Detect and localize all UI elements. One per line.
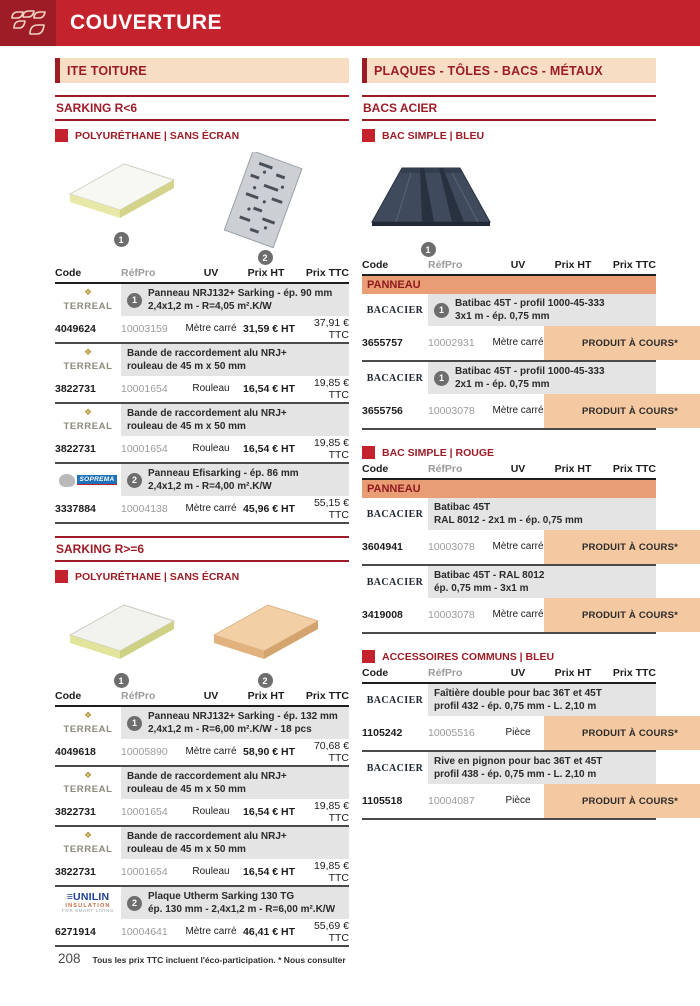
col-prix-ttc: Prix TTC bbox=[612, 259, 656, 271]
product-code: 3419008 bbox=[362, 609, 403, 621]
product-unit: Rouleau bbox=[192, 806, 230, 818]
brand-logo-terreal: ❖ TERREAL bbox=[63, 286, 113, 312]
category-band: PANNEAU bbox=[362, 276, 656, 294]
perforated-plate-image bbox=[215, 152, 315, 248]
product-images bbox=[362, 146, 656, 259]
section-title-sarking-r-lt6: SARKING R<6 bbox=[55, 95, 349, 121]
price-ht: 16,54 € HT bbox=[243, 443, 295, 455]
col-code: Code bbox=[55, 267, 82, 279]
brand-logo-soprema: SOPREMA bbox=[55, 464, 121, 496]
product-badge: 2 bbox=[127, 896, 142, 911]
image-badge-2: 2 bbox=[258, 673, 273, 688]
right-column bbox=[362, 58, 679, 947]
brand-logo-terreal: ❖ TERREAL bbox=[63, 709, 113, 735]
product-description: Batibac 45T - profil 1000-45-333 2x1 m - ép. 0,75 mm bbox=[455, 366, 605, 390]
section-title-bacs-acier: BACS ACIER bbox=[362, 95, 656, 121]
brand-logo-bacacier: BACACIER bbox=[366, 304, 424, 316]
price-ht: 16,54 € HT bbox=[243, 383, 295, 395]
product-description: Rive en pignon pour bac 36T et 45T profil 438 - ép. 0,75 mm - L. 2,10 m bbox=[434, 756, 603, 780]
product-refpro: 10001654 bbox=[121, 866, 168, 878]
image-badge-1: 1 bbox=[114, 673, 129, 688]
col-refpro: RéfPro bbox=[428, 259, 463, 271]
red-square-icon bbox=[362, 446, 375, 459]
col-code: Code bbox=[55, 690, 82, 702]
subsection-label-text: ACCESSOIRES COMMUNS | BLEU bbox=[382, 650, 555, 663]
roof-tiles-icon-svg bbox=[10, 9, 46, 37]
product-badge: 2 bbox=[127, 473, 142, 488]
product-unit: Mètre carré bbox=[492, 609, 544, 621]
product-code: 6271914 bbox=[55, 926, 96, 938]
brand-logo-bacacier: BACACIER bbox=[366, 372, 424, 384]
col-uv: UV bbox=[510, 463, 526, 475]
product-block bbox=[55, 284, 349, 344]
product-description: Panneau NRJ132+ Sarking - ép. 90 mm 2,4x1,2 m - R=4,05 m².K/W bbox=[148, 288, 333, 312]
product-image-1 bbox=[57, 593, 185, 688]
product-unit: Mètre carré bbox=[185, 746, 237, 758]
col-uv: UV bbox=[203, 267, 219, 279]
product-image-1 bbox=[364, 152, 492, 257]
subsection-label bbox=[362, 129, 656, 142]
product-refpro: 10004087 bbox=[428, 795, 475, 807]
product-code: 3655756 bbox=[362, 405, 403, 417]
subsection-label-text: POLYURÉTHANE | SANS ÉCRAN bbox=[75, 129, 240, 142]
product-refpro: 10002931 bbox=[428, 337, 475, 349]
col-prix-ht: Prix HT bbox=[247, 267, 285, 279]
price-ttc: 70,68 € TTC bbox=[313, 740, 349, 764]
left-banner bbox=[55, 58, 349, 83]
brand-logo-bacacier: BACACIER bbox=[366, 576, 424, 588]
col-prix-ttc: Prix TTC bbox=[305, 690, 349, 702]
red-square-icon bbox=[55, 129, 68, 142]
subsection-label-text: BAC SIMPLE | BLEU bbox=[382, 129, 485, 142]
product-refpro: 10001654 bbox=[121, 443, 168, 455]
price-ttc: 19,85 € TTC bbox=[313, 800, 349, 824]
terreal-leaf-icon: ❖ bbox=[83, 406, 93, 417]
product-refpro: 10005516 bbox=[428, 727, 475, 739]
red-square-icon bbox=[362, 650, 375, 663]
product-refpro: 10004138 bbox=[121, 503, 168, 515]
product-refpro: 10004641 bbox=[121, 926, 168, 938]
terreal-leaf-icon: ❖ bbox=[83, 769, 93, 780]
col-code: Code bbox=[362, 667, 389, 679]
product-image-2 bbox=[201, 152, 329, 265]
image-badge-2: 2 bbox=[258, 250, 273, 265]
page-header bbox=[0, 0, 700, 46]
price-ht: 16,54 € HT bbox=[243, 866, 295, 878]
red-square-icon bbox=[55, 570, 68, 583]
product-description: Bande de raccordement alu NRJ+ rouleau de 45 m x 50 mm bbox=[127, 771, 287, 795]
product-refpro: 10001654 bbox=[121, 383, 168, 395]
footer-note: Tous les prix TTC incluent l'éco-participation. * Nous consulter bbox=[92, 955, 346, 965]
price-on-request-cell: PRODUIT À COURS* bbox=[544, 598, 700, 632]
product-unit: Pièce bbox=[505, 795, 531, 807]
terreal-leaf-icon: ❖ bbox=[83, 829, 93, 840]
brand-logo-terreal: ❖ TERREAL bbox=[63, 346, 113, 372]
product-refpro: 10003078 bbox=[428, 405, 475, 417]
col-prix-ttc: Prix TTC bbox=[612, 667, 656, 679]
product-unit: Mètre carré bbox=[492, 337, 544, 349]
table-header bbox=[55, 690, 349, 707]
price-ttc: 55,69 € TTC bbox=[313, 920, 349, 944]
image-badge-1: 1 bbox=[421, 242, 436, 257]
product-unit: Rouleau bbox=[192, 383, 230, 395]
product-badge: 1 bbox=[434, 371, 449, 386]
price-on-request-cell: PRODUIT À COURS* bbox=[544, 530, 700, 564]
category-band: PANNEAU bbox=[362, 480, 656, 498]
red-square-icon bbox=[362, 129, 375, 142]
image-badge-1: 1 bbox=[114, 232, 129, 247]
left-column bbox=[55, 58, 349, 947]
table-header bbox=[55, 267, 349, 284]
table-header bbox=[362, 667, 656, 684]
product-code: 3822731 bbox=[55, 806, 96, 818]
price-ht: 31,59 € HT bbox=[243, 323, 295, 335]
price-on-request-cell: PRODUIT À COURS* bbox=[544, 394, 700, 428]
terreal-leaf-icon: ❖ bbox=[83, 346, 93, 357]
product-description: Batibac 45T - profil 1000-45-333 3x1 m - ép. 0,75 mm bbox=[455, 298, 605, 322]
product-description: Bande de raccordement alu NRJ+ rouleau de 45 m x 50 mm bbox=[127, 348, 287, 372]
product-unit: Mètre carré bbox=[185, 503, 237, 515]
product-description: Batibac 45T RAL 8012 - 2x1 m - ép. 0,75 mm bbox=[434, 502, 583, 526]
product-refpro: 10003078 bbox=[428, 541, 475, 553]
col-prix-ht: Prix HT bbox=[554, 259, 592, 271]
product-block bbox=[362, 684, 679, 752]
brand-logo-bacacier: BACACIER bbox=[366, 762, 424, 774]
product-badge: 1 bbox=[127, 293, 142, 308]
product-unit: Pièce bbox=[505, 727, 531, 739]
terreal-leaf-icon: ❖ bbox=[83, 709, 93, 720]
right-banner bbox=[362, 58, 656, 83]
left-banner-label: ITE TOITURE bbox=[67, 63, 147, 78]
col-refpro: RéfPro bbox=[121, 690, 156, 702]
product-block bbox=[55, 464, 349, 524]
product-description: Bande de raccordement alu NRJ+ rouleau de 45 m x 50 mm bbox=[127, 408, 287, 432]
banner-accent-bar bbox=[362, 58, 367, 83]
product-description: Panneau NRJ132+ Sarking - ép. 132 mm 2,4x1,2 m - R=6,00 m².K/W - 18 pcs bbox=[148, 711, 338, 735]
product-image-2 bbox=[201, 593, 329, 688]
product-unit: Rouleau bbox=[192, 866, 230, 878]
price-ttc: 19,85 € TTC bbox=[313, 377, 349, 401]
product-image-1 bbox=[57, 152, 185, 265]
price-ht: 16,54 € HT bbox=[243, 806, 295, 818]
product-unit: Rouleau bbox=[192, 443, 230, 455]
product-block bbox=[55, 887, 349, 947]
price-ttc: 19,85 € TTC bbox=[313, 437, 349, 461]
table-header bbox=[362, 463, 656, 480]
brand-logo-bacacier: BACACIER bbox=[366, 694, 424, 706]
col-prix-ht: Prix HT bbox=[554, 667, 592, 679]
product-description: Bande de raccordement alu NRJ+ rouleau de 45 m x 50 mm bbox=[127, 831, 287, 855]
brand-logo-terreal: ❖ TERREAL bbox=[63, 406, 113, 432]
product-description: Panneau Efisarking - ép. 86 mm 2,4x1,2 m - R=4,00 m².K/W bbox=[148, 468, 299, 492]
col-code: Code bbox=[362, 259, 389, 271]
insulation-panel-image bbox=[62, 152, 180, 230]
product-refpro: 10003159 bbox=[121, 323, 168, 335]
product-badge: 1 bbox=[434, 303, 449, 318]
price-ttc: 37,91 € TTC bbox=[313, 317, 349, 341]
product-description: Batibac 45T - RAL 8012 ép. 0,75 mm - 3x1 m bbox=[434, 570, 545, 594]
product-code: 3337884 bbox=[55, 503, 96, 515]
page-number: 208 bbox=[58, 951, 81, 966]
col-prix-ht: Prix HT bbox=[554, 463, 592, 475]
product-block bbox=[362, 294, 679, 362]
product-code: 1105242 bbox=[362, 727, 403, 739]
price-on-request-cell: PRODUIT À COURS* bbox=[544, 716, 700, 750]
price-ttc: 55,15 € TTC bbox=[313, 497, 349, 521]
col-prix-ttc: Prix TTC bbox=[305, 267, 349, 279]
product-badge: 1 bbox=[127, 716, 142, 731]
brand-logo-unilin: ≡UNILIN INSULATION FOR SMART LIVING bbox=[62, 890, 114, 914]
product-block bbox=[55, 767, 349, 827]
product-code: 3822731 bbox=[55, 866, 96, 878]
subsection-label-text: POLYURÉTHANE | SANS ÉCRAN bbox=[75, 570, 240, 583]
col-prix-ttc: Prix TTC bbox=[612, 463, 656, 475]
product-unit: Mètre carré bbox=[492, 405, 544, 417]
product-block bbox=[362, 498, 679, 566]
insulation-panel-image bbox=[62, 593, 180, 671]
product-refpro: 10005890 bbox=[121, 746, 168, 758]
tan-panel-image bbox=[206, 593, 324, 671]
product-block bbox=[362, 566, 679, 634]
product-block bbox=[55, 344, 349, 404]
price-ht: 46,41 € HT bbox=[243, 926, 295, 938]
product-code: 1105518 bbox=[362, 795, 403, 807]
product-unit: Mètre carré bbox=[185, 926, 237, 938]
subsection-label bbox=[55, 570, 349, 583]
col-refpro: RéfPro bbox=[428, 463, 463, 475]
content-columns bbox=[0, 46, 700, 947]
product-block bbox=[55, 404, 349, 464]
product-code: 3604941 bbox=[362, 541, 403, 553]
page-footer bbox=[58, 951, 346, 966]
product-code: 3822731 bbox=[55, 443, 96, 455]
col-code: Code bbox=[362, 463, 389, 475]
product-code: 3655757 bbox=[362, 337, 403, 349]
product-block bbox=[362, 752, 679, 820]
subsection-label bbox=[362, 446, 656, 459]
price-on-request-cell: PRODUIT À COURS* bbox=[544, 784, 700, 818]
price-on-request-cell: PRODUIT À COURS* bbox=[544, 326, 700, 360]
product-description: Faîtière double pour bac 36T et 45T profil 432 - ép. 0,75 mm - L. 2,10 m bbox=[434, 688, 602, 712]
price-ht: 45,96 € HT bbox=[243, 503, 295, 515]
product-block bbox=[55, 827, 349, 887]
product-block bbox=[362, 362, 679, 430]
brand-logo-bacacier: BACACIER bbox=[366, 508, 424, 520]
price-ttc: 19,85 € TTC bbox=[313, 860, 349, 884]
corrugated-sheet-image bbox=[362, 152, 494, 240]
section-title-sarking-r-gte6: SARKING R>=6 bbox=[55, 536, 349, 562]
product-description: Plaque Utherm Sarking 130 TG ép. 130 mm - 2,4x1,2 m - R=6,00 m².K/W bbox=[148, 891, 336, 915]
subsection-label bbox=[55, 129, 349, 142]
terreal-leaf-icon: ❖ bbox=[83, 286, 93, 297]
product-code: 3822731 bbox=[55, 383, 96, 395]
product-unit: Mètre carré bbox=[185, 323, 237, 335]
col-uv: UV bbox=[510, 259, 526, 271]
col-refpro: RéfPro bbox=[428, 667, 463, 679]
right-banner-label: PLAQUES - TÔLES - BACS - MÉTAUX bbox=[374, 63, 603, 78]
product-code: 4049624 bbox=[55, 323, 96, 335]
col-uv: UV bbox=[510, 667, 526, 679]
col-prix-ht: Prix HT bbox=[247, 690, 285, 702]
product-unit: Mètre carré bbox=[492, 541, 544, 553]
col-refpro: RéfPro bbox=[121, 267, 156, 279]
product-refpro: 10001654 bbox=[121, 806, 168, 818]
product-images bbox=[55, 146, 349, 267]
product-refpro: 10003078 bbox=[428, 609, 475, 621]
price-ht: 58,90 € HT bbox=[243, 746, 295, 758]
roof-tiles-icon bbox=[0, 0, 56, 46]
product-images bbox=[55, 587, 349, 690]
soprema-sheep-icon bbox=[59, 474, 75, 487]
subsection-label bbox=[362, 650, 656, 663]
subsection-label-text: BAC SIMPLE | ROUGE bbox=[382, 446, 495, 459]
brand-logo-terreal: ❖ TERREAL bbox=[63, 769, 113, 795]
col-uv: UV bbox=[203, 690, 219, 702]
product-block bbox=[55, 707, 349, 767]
brand-logo-terreal: ❖ TERREAL bbox=[63, 829, 113, 855]
table-header bbox=[362, 259, 656, 276]
page-title: COUVERTURE bbox=[70, 11, 223, 34]
banner-accent-bar bbox=[55, 58, 60, 83]
product-code: 4049618 bbox=[55, 746, 96, 758]
